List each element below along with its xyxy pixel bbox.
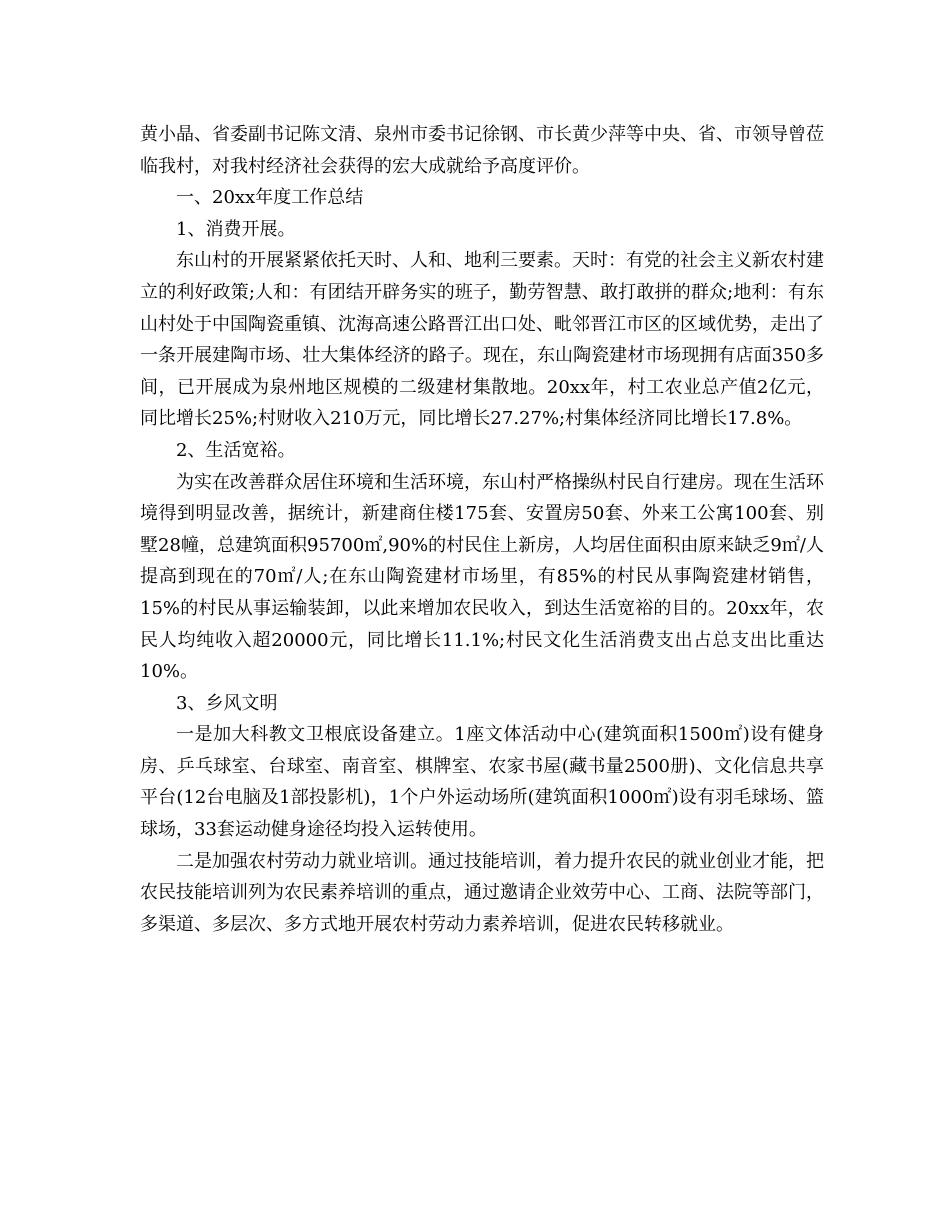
subsection-heading-civility: 3、乡风文明 xyxy=(176,692,278,714)
paragraph-production: 东山村的开展紧紧依托天时、人和、地利三要素。天时：有党的社会主义新农村建立的利好政策;人和：有团结开辟务实的班子，勤劳智慧、敢打敢拼的群众;地利：有东山村处于中国陶瓷重镇、沈海高速公路晋江出口处、毗邻晋江市区的区域优势，走出了一条开展建陶市场、壮大集体经济的路子。现在，东山陶瓷建材市场现拥有店面350多间，已开展成为泉州地区规模的二级建材集散地。20xx年，村工农业总产值2亿元，同比增长25%;村财收入210万元，同比增长27.27%;村集体经济同比增长17.8%。 xyxy=(140,250,824,430)
paragraph-living: 为实在改善群众居住环境和生活环境，东山村严格操纵村民自行建房。现在生活环境得到明显改善，据统计，新建商住楼175套、安置房50套、外来工公寓100套、别墅28幢，总建筑面积95700㎡,90%的村民住上新房，人均居住面积由原来缺乏9㎡/人提高到现在的70㎡/人;在东山陶瓷建材市场里，有85%的村民从事陶瓷建材销售，15%的村民从事运输装卸，以此来增加农民收入，到达生活宽裕的目的。20xx年，农民人均纯收入超20000元，同比增长11.1%;村民文化生活消费支出占总支出比重达10%。 xyxy=(140,471,824,683)
subsection-heading-production: 1、消费开展。 xyxy=(176,218,296,240)
paragraph-facilities: 一是加大科教文卫根底设备建立。1座文体活动中心(建筑面积1500㎡)设有健身房、乒乓球室、台球室、南音室、棋牌室、农家书屋(藏书量2500册)、文化信息共享平台(12台电脑及1部投影机)，1个户外运动场所(建筑面积1000㎡)设有羽毛球场、篮球场，33套运动健身途径均投入运转使用。 xyxy=(140,724,824,841)
paragraph-training: 二是加强农村劳动力就业培训。通过技能培训，着力提升农民的就业创业才能，把农民技能培训列为农民素养培训的重点，通过邀请企业效劳中心、工商、法院等部门，多渠道、多层次、多方式地开展农村劳动力素养培训，促进农民转移就业。 xyxy=(140,850,824,935)
section-heading: 一、20xx年度工作总结 xyxy=(176,187,364,209)
document-page xyxy=(140,119,824,940)
subsection-heading-living: 2、生活宽裕。 xyxy=(176,439,296,461)
paragraph-intro: 黄小晶、省委副书记陈文清、泉州市委书记徐钢、市长黄少萍等中央、省、市领导曾莅临我村，对我村经济社会获得的宏大成就给予高度评价。 xyxy=(140,124,824,177)
